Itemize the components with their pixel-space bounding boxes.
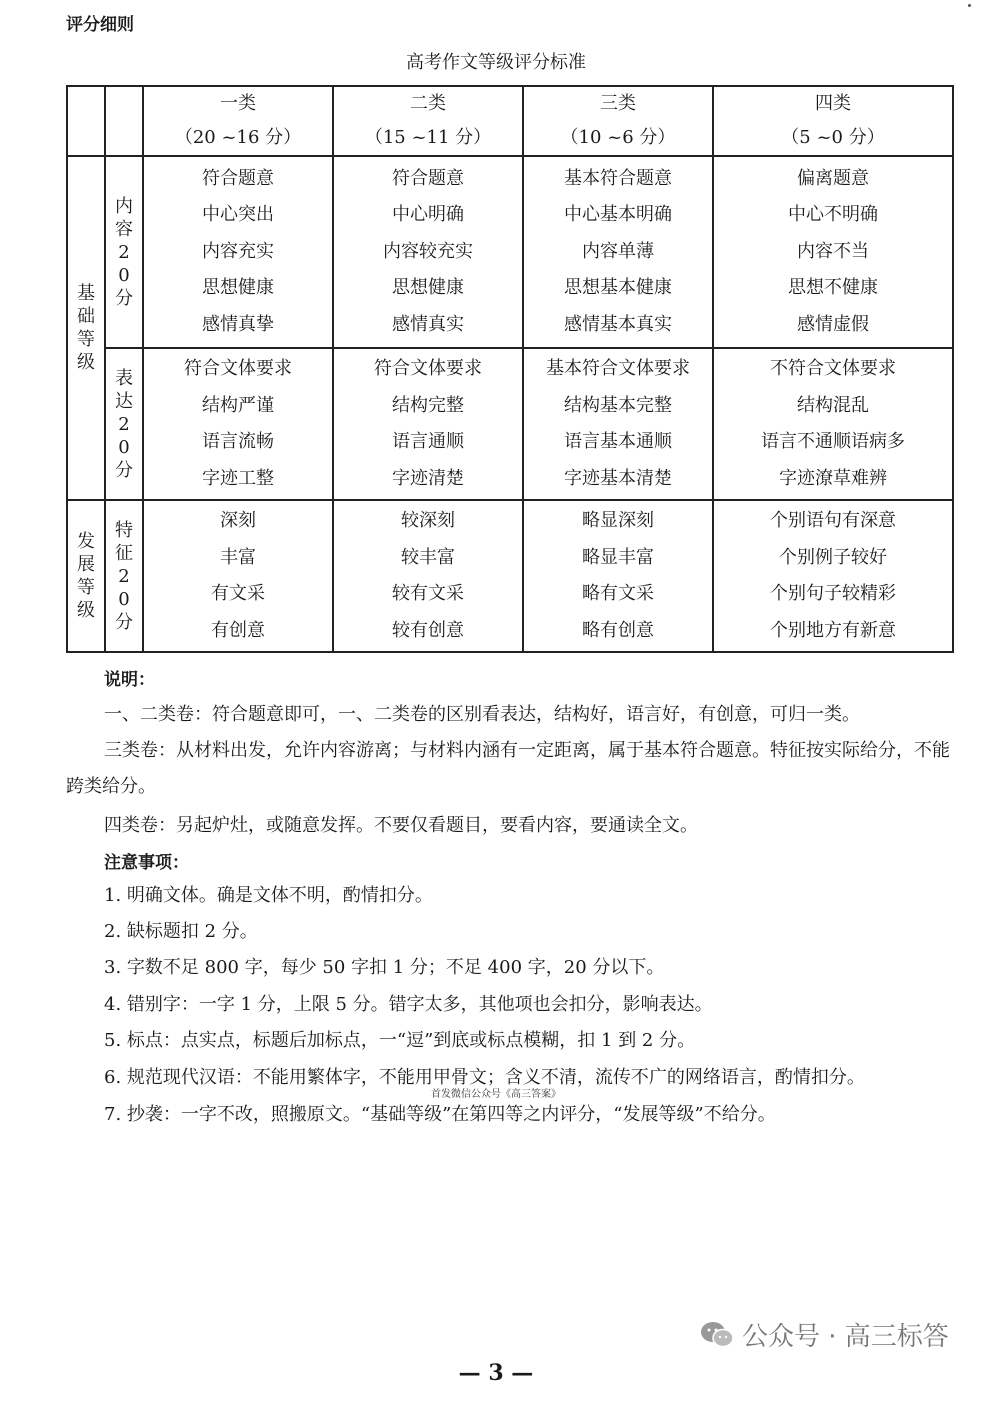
criterion: 字迹工整 <box>202 467 274 489</box>
criteria-cell <box>523 348 713 500</box>
criterion: 略显丰富 <box>582 546 654 568</box>
criterion: 结构严谨 <box>202 394 274 416</box>
criterion: 感情真实 <box>392 313 464 335</box>
group-label-text: 发展等级 <box>77 531 95 621</box>
criterion: 个别例子较好 <box>779 546 887 568</box>
criterion: 思想不健康 <box>788 277 878 299</box>
explain-paragraph-2-cont: 跨类给分。 <box>66 776 156 797</box>
attention-item-2: 2. 缺标题扣 2 分。 <box>104 921 258 942</box>
attention-item-3: 3. 字数不足 800 字，每少 50 字扣 1 分；不足 400 字，20 分以下。 <box>104 957 665 978</box>
table-title: 高考作文等级评分标准 <box>406 52 586 73</box>
wechat-label: 公众号 · 高三标答 <box>742 1322 949 1352</box>
criteria-cell <box>143 348 333 500</box>
criteria-cell <box>143 156 333 348</box>
criterion: 偏离题意 <box>797 167 869 189</box>
criterion: 语言不通顺语病多 <box>761 431 905 452</box>
criterion: 有创意 <box>211 619 265 641</box>
criterion: 基本符合文体要求 <box>546 358 690 379</box>
page-number: — 3 — <box>458 1360 534 1386</box>
column-range: （20 ~16 分） <box>174 127 302 148</box>
explain-paragraph-2: 三类卷：从材料出发，允许内容游离；与材料内涵有一定距离，属于基本符合题意。特征按实际给分，不能 <box>104 740 950 761</box>
criterion: 内容不当 <box>797 240 869 262</box>
column-label: 二类 <box>410 93 446 114</box>
criterion: 内容较充实 <box>383 240 473 262</box>
column-label: 四类 <box>815 93 851 114</box>
group-label-basic <box>67 156 105 500</box>
criteria-cell <box>333 500 523 652</box>
criterion: 结构完整 <box>392 394 464 416</box>
criterion: 符合文体要求 <box>374 358 482 379</box>
attention-title: 注意事项： <box>104 853 189 873</box>
criterion: 略有文采 <box>582 583 654 604</box>
column-label: 一类 <box>220 93 256 114</box>
criterion: 内容单薄 <box>582 240 654 262</box>
criterion: 个别地方有新意 <box>770 619 896 641</box>
criterion: 较丰富 <box>401 546 455 568</box>
criterion: 感情基本真实 <box>564 313 672 335</box>
row-label-text: 表达20分 <box>115 367 133 481</box>
criterion: 语言基本通顺 <box>564 431 672 452</box>
row-label-feature <box>105 500 143 652</box>
criterion: 思想健康 <box>202 277 274 299</box>
corner-cell-group <box>67 86 105 156</box>
corner-dot <box>968 4 971 7</box>
criteria-cell <box>713 156 953 348</box>
column-header-3 <box>523 86 713 156</box>
criterion: 字迹潦草难辨 <box>779 467 887 489</box>
attention-item-6: 6. 规范现代汉语：不能用繁体字，不能用甲骨文；含义不清，流传不广的网络语言，酌情扣分。 <box>104 1067 865 1088</box>
column-range: （10 ~6 分） <box>560 127 676 148</box>
table-row-content <box>67 156 953 348</box>
explain-paragraph-3: 四类卷：另起炉灶，或随意发挥。不要仅看题目，要看内容，要通读全文。 <box>104 815 698 836</box>
column-header-2 <box>333 86 523 156</box>
criterion: 思想健康 <box>392 277 464 299</box>
criterion: 不符合文体要求 <box>770 358 896 379</box>
criterion: 略有创意 <box>582 619 654 641</box>
criterion: 符合题意 <box>202 167 274 189</box>
criterion: 语言通顺 <box>392 431 464 452</box>
watermark-text: 首发微信公众号《高三答案》 <box>431 1089 561 1100</box>
criteria-cell <box>523 156 713 348</box>
criteria-cell <box>713 500 953 652</box>
row-label-text: 内容20分 <box>115 195 133 309</box>
criterion: 内容充实 <box>202 240 274 262</box>
attention-item-5: 5. 标点：点实点，标题后加标点，一“逗”到底或标点模糊，扣 1 到 2 分。 <box>104 1030 696 1051</box>
criterion: 中心不明确 <box>788 204 878 226</box>
row-label-text: 特征20分 <box>115 519 133 633</box>
criterion: 结构基本完整 <box>564 394 672 416</box>
criteria-cell <box>713 348 953 500</box>
criterion: 结构混乱 <box>797 394 869 416</box>
group-label-development <box>67 500 105 652</box>
criterion: 深刻 <box>220 510 256 531</box>
criterion: 字迹清楚 <box>392 467 464 489</box>
criterion: 较深刻 <box>401 510 455 531</box>
criterion: 个别语句有深意 <box>770 510 896 531</box>
criterion: 感情真挚 <box>202 313 274 335</box>
group-label-text: 基础等级 <box>77 283 95 373</box>
criterion: 中心突出 <box>202 204 274 226</box>
criterion: 个别句子较精彩 <box>770 583 896 604</box>
attention-item-1: 1. 明确文体。确是文体不明，酌情扣分。 <box>104 885 433 906</box>
criteria-cell <box>333 156 523 348</box>
criteria-cell <box>333 348 523 500</box>
row-label-content <box>105 156 143 348</box>
wechat-watermark <box>700 1316 949 1353</box>
grading-table <box>66 85 954 653</box>
criterion: 字迹基本清楚 <box>564 467 672 489</box>
column-range: （15 ~11 分） <box>364 127 492 148</box>
attention-item-4: 4. 错别字：一字 1 分，上限 5 分。错字太多，其他项也会扣分，影响表达。 <box>104 994 713 1015</box>
criterion: 有文采 <box>211 583 265 604</box>
criterion: 语言流畅 <box>202 431 274 452</box>
criterion: 基本符合题意 <box>564 167 672 189</box>
wechat-icon <box>700 1321 734 1349</box>
explain-title: 说明： <box>104 670 155 690</box>
section-title: 评分细则 <box>66 15 134 35</box>
attention-item-7: 7. 抄袭：一字不改，照搬原文。“基础等级”在第四等之内评分，“发展等级”不给分。 <box>104 1104 776 1125</box>
column-header-4 <box>713 86 953 156</box>
table-row-expression <box>67 348 953 500</box>
criterion: 丰富 <box>220 546 256 568</box>
criterion: 思想基本健康 <box>564 277 672 299</box>
header-row <box>67 86 953 156</box>
criteria-cell <box>523 500 713 652</box>
criterion: 符合文体要求 <box>184 358 292 379</box>
criteria-cell <box>143 500 333 652</box>
criterion: 符合题意 <box>392 167 464 189</box>
table-row-feature <box>67 500 953 652</box>
criterion: 略显深刻 <box>582 510 654 531</box>
column-range: （5 ~0 分） <box>781 127 885 148</box>
column-label: 三类 <box>600 93 636 114</box>
criterion: 中心基本明确 <box>564 204 672 226</box>
row-label-expression <box>105 348 143 500</box>
criterion: 较有创意 <box>392 619 464 641</box>
criterion: 较有文采 <box>392 583 464 604</box>
criterion: 感情虚假 <box>797 313 869 335</box>
criterion: 中心明确 <box>392 204 464 226</box>
corner-cell-sub <box>105 86 143 156</box>
column-header-1 <box>143 86 333 156</box>
explain-paragraph-1: 一、二类卷：符合题意即可，一、二类卷的区别看表达，结构好，语言好，有创意，可归一类。 <box>104 704 860 725</box>
